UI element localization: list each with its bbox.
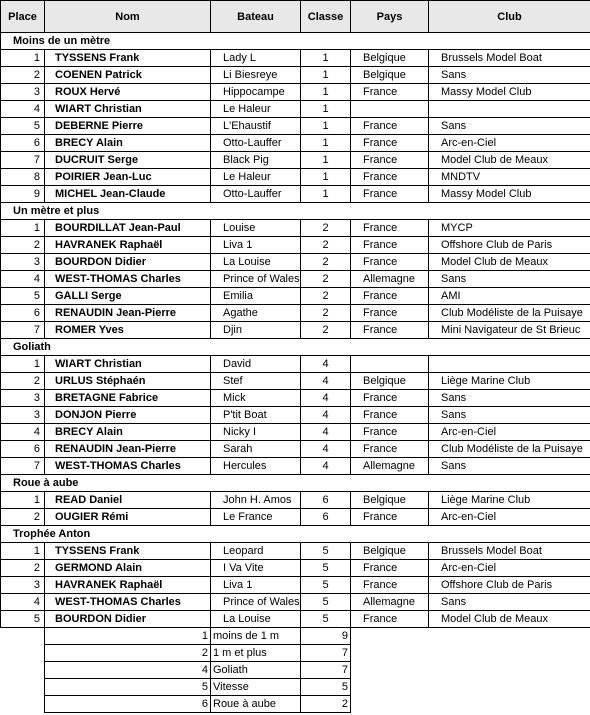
cell-place: 2	[1, 237, 45, 254]
cell-bateau: Le France	[211, 509, 301, 526]
cell-place: 4	[1, 424, 45, 441]
cell-pays	[351, 101, 429, 118]
cell-club: Sans	[429, 390, 590, 407]
cell-classe: 2	[301, 322, 351, 339]
summary-label: Roue à aube	[211, 696, 301, 713]
cell-pays: France	[351, 560, 429, 577]
cell-place: 2	[1, 373, 45, 390]
cell-club: Sans	[429, 407, 590, 424]
cell-place: 3	[1, 84, 45, 101]
category-row	[1, 526, 590, 543]
table-row	[1, 441, 590, 458]
cell-pays: France	[351, 169, 429, 186]
summary-body	[45, 628, 351, 713]
table-row	[1, 373, 590, 390]
cell-place: 1	[1, 50, 45, 67]
cell-club: Offshore Club de Paris	[429, 577, 590, 594]
summary-code: 6	[45, 696, 211, 713]
cell-place: 5	[1, 611, 45, 628]
cell-classe: 4	[301, 373, 351, 390]
cell-nom: URLUS Stéphaén	[45, 373, 211, 390]
cell-bateau: Louise	[211, 220, 301, 237]
cell-pays: France	[351, 390, 429, 407]
cell-place: 3	[1, 254, 45, 271]
cell-classe: 1	[301, 67, 351, 84]
cell-club: Sans	[429, 67, 590, 84]
cell-pays: France	[351, 220, 429, 237]
cell-bateau: I Va Vite	[211, 560, 301, 577]
table-row	[1, 169, 590, 186]
cell-place: 1	[1, 220, 45, 237]
cell-bateau: Sarah	[211, 441, 301, 458]
cell-bateau: Liva 1	[211, 577, 301, 594]
cell-club: Massy Model Club	[429, 186, 590, 203]
table-row	[1, 458, 590, 475]
summary-row	[45, 679, 351, 696]
summary-count: 7	[301, 662, 351, 679]
cell-club: AMI	[429, 288, 590, 305]
cell-club: Arc-en-Ciel	[429, 135, 590, 152]
cell-classe: 4	[301, 441, 351, 458]
cell-nom: ROMER Yves	[45, 322, 211, 339]
cell-place: 9	[1, 186, 45, 203]
cell-club: Massy Model Club	[429, 84, 590, 101]
category-title: Roue à aube	[1, 475, 590, 492]
cell-pays: France	[351, 509, 429, 526]
cell-classe: 4	[301, 458, 351, 475]
summary-code: 2	[45, 645, 211, 662]
cell-nom: WEST-THOMAS Charles	[45, 458, 211, 475]
cell-place: 5	[1, 288, 45, 305]
category-row	[1, 203, 590, 220]
summary-row	[45, 662, 351, 679]
cell-place: 3	[1, 390, 45, 407]
cell-nom: WIART Christian	[45, 356, 211, 373]
cell-club: Sans	[429, 458, 590, 475]
cell-club: Offshore Club de Paris	[429, 237, 590, 254]
cell-bateau: Otto-Lauffer	[211, 186, 301, 203]
cell-nom: DEBERNE Pierre	[45, 118, 211, 135]
cell-nom: BOURDILLAT Jean-Paul	[45, 220, 211, 237]
cell-bateau: Hercules	[211, 458, 301, 475]
table-row	[1, 84, 590, 101]
category-title: Goliath	[1, 339, 590, 356]
cell-nom: HAVRANEK Raphaël	[45, 577, 211, 594]
cell-classe: 2	[301, 254, 351, 271]
cell-nom: DONJON Pierre	[45, 407, 211, 424]
summary-count: 9	[301, 628, 351, 645]
table-row	[1, 305, 590, 322]
cell-pays: France	[351, 186, 429, 203]
cell-club: Sans	[429, 271, 590, 288]
cell-nom: GALLI Serge	[45, 288, 211, 305]
cell-nom: BOURDON Didier	[45, 254, 211, 271]
cell-classe: 5	[301, 543, 351, 560]
cell-nom: GERMOND Alain	[45, 560, 211, 577]
cell-place: 6	[1, 305, 45, 322]
cell-bateau: Black Pig	[211, 152, 301, 169]
cell-club: MNDTV	[429, 169, 590, 186]
cell-place: 8	[1, 169, 45, 186]
table-row	[1, 135, 590, 152]
cell-classe: 4	[301, 356, 351, 373]
cell-pays: France	[351, 118, 429, 135]
summary-label: 1 m et plus	[211, 645, 301, 662]
cell-classe: 1	[301, 101, 351, 118]
cell-pays: France	[351, 611, 429, 628]
cell-club: Club Modéliste de la Puisaye	[429, 305, 590, 322]
cell-bateau: Leopard	[211, 543, 301, 560]
cell-pays: France	[351, 424, 429, 441]
cell-nom: RENAUDIN Jean-Pierre	[45, 305, 211, 322]
cell-bateau: Liva 1	[211, 237, 301, 254]
cell-pays: Allemagne	[351, 594, 429, 611]
cell-club: Club Modéliste de la Puisaye	[429, 441, 590, 458]
cell-club: MYCP	[429, 220, 590, 237]
cell-pays: France	[351, 84, 429, 101]
category-row	[1, 339, 590, 356]
cell-pays: France	[351, 322, 429, 339]
cell-bateau: Prince of Wales	[211, 271, 301, 288]
cell-bateau: Djin	[211, 322, 301, 339]
summary-row	[45, 645, 351, 662]
header-classe: Classe	[301, 1, 351, 33]
cell-place: 2	[1, 67, 45, 84]
summary-label: Goliath	[211, 662, 301, 679]
table-row	[1, 424, 590, 441]
table-row	[1, 594, 590, 611]
summary-label: Vitesse	[211, 679, 301, 696]
cell-classe: 1	[301, 169, 351, 186]
table-row	[1, 407, 590, 424]
table-row	[1, 50, 590, 67]
cell-classe: 1	[301, 118, 351, 135]
cell-club: Arc-en-Ciel	[429, 560, 590, 577]
cell-classe: 2	[301, 288, 351, 305]
cell-bateau: Le Haleur	[211, 169, 301, 186]
summary-count: 7	[301, 645, 351, 662]
cell-classe: 5	[301, 594, 351, 611]
cell-club: Model Club de Meaux	[429, 152, 590, 169]
cell-bateau: P'tit Boat	[211, 407, 301, 424]
cell-place: 2	[1, 509, 45, 526]
cell-bateau: Hippocampe	[211, 84, 301, 101]
cell-pays: France	[351, 577, 429, 594]
summary-table	[44, 627, 351, 713]
cell-classe: 2	[301, 220, 351, 237]
cell-pays: Belgique	[351, 543, 429, 560]
cell-bateau: John H. Amos	[211, 492, 301, 509]
cell-pays: France	[351, 305, 429, 322]
cell-bateau: Li Biesreye	[211, 67, 301, 84]
summary-code: 4	[45, 662, 211, 679]
summary-row	[45, 696, 351, 713]
cell-nom: RENAUDIN Jean-Pierre	[45, 441, 211, 458]
cell-pays: France	[351, 254, 429, 271]
cell-bateau: Otto-Lauffer	[211, 135, 301, 152]
table-row	[1, 390, 590, 407]
results-body	[1, 33, 590, 628]
cell-nom: BRETAGNE Fabrice	[45, 390, 211, 407]
category-row	[1, 475, 590, 492]
cell-club	[429, 356, 590, 373]
cell-bateau: Prince of Wales	[211, 594, 301, 611]
cell-pays: Belgique	[351, 50, 429, 67]
table-row	[1, 322, 590, 339]
table-row	[1, 288, 590, 305]
cell-nom: TYSSENS Frank	[45, 50, 211, 67]
summary-code: 1	[45, 628, 211, 645]
cell-place: 7	[1, 152, 45, 169]
cell-place: 3	[1, 577, 45, 594]
header-nom: Nom	[45, 1, 211, 33]
cell-classe: 5	[301, 611, 351, 628]
cell-nom: BRECY Alain	[45, 424, 211, 441]
table-row	[1, 254, 590, 271]
table-row	[1, 509, 590, 526]
cell-club: Brussels Model Boat	[429, 543, 590, 560]
cell-club: Arc-en-Ciel	[429, 509, 590, 526]
cell-bateau: Emilia	[211, 288, 301, 305]
cell-bateau: Stef	[211, 373, 301, 390]
cell-nom: OUGIER Rémi	[45, 509, 211, 526]
cell-place: 1	[1, 492, 45, 509]
cell-classe: 1	[301, 50, 351, 67]
cell-bateau: La Louise	[211, 611, 301, 628]
cell-classe: 1	[301, 135, 351, 152]
cell-club: Sans	[429, 594, 590, 611]
cell-place: 5	[1, 118, 45, 135]
header-club: Club	[429, 1, 590, 33]
cell-pays	[351, 356, 429, 373]
category-title: Un mètre et plus	[1, 203, 590, 220]
cell-bateau: Nicky I	[211, 424, 301, 441]
cell-nom: COENEN Patrick	[45, 67, 211, 84]
cell-classe: 1	[301, 152, 351, 169]
cell-pays: France	[351, 441, 429, 458]
cell-pays: Allemagne	[351, 271, 429, 288]
category-row	[1, 33, 590, 50]
table-row	[1, 356, 590, 373]
cell-club: Mini Navigateur de St Brieuc	[429, 322, 590, 339]
cell-pays: France	[351, 135, 429, 152]
cell-pays: France	[351, 288, 429, 305]
table-row	[1, 577, 590, 594]
cell-place: 6	[1, 441, 45, 458]
cell-place: 4	[1, 594, 45, 611]
table-row	[1, 118, 590, 135]
table-row	[1, 67, 590, 84]
cell-nom: WEST-THOMAS Charles	[45, 594, 211, 611]
cell-club: Brussels Model Boat	[429, 50, 590, 67]
cell-place: 1	[1, 356, 45, 373]
cell-club: Arc-en-Ciel	[429, 424, 590, 441]
cell-bateau: L'Ehaustif	[211, 118, 301, 135]
cell-bateau: Agathe	[211, 305, 301, 322]
cell-place: 7	[1, 458, 45, 475]
cell-classe: 2	[301, 237, 351, 254]
cell-classe: 4	[301, 390, 351, 407]
header-row	[1, 1, 590, 33]
cell-bateau: Lady L	[211, 50, 301, 67]
cell-place: 1	[1, 543, 45, 560]
cell-pays: Belgique	[351, 67, 429, 84]
cell-place: 3	[1, 407, 45, 424]
cell-classe: 1	[301, 84, 351, 101]
cell-bateau: Le Haleur	[211, 101, 301, 118]
cell-nom: WIART Christian	[45, 101, 211, 118]
header-place: Place	[1, 1, 45, 33]
cell-place: 6	[1, 135, 45, 152]
cell-nom: MICHEL Jean-Claude	[45, 186, 211, 203]
cell-club: Model Club de Meaux	[429, 254, 590, 271]
table-row	[1, 237, 590, 254]
cell-club: Sans	[429, 118, 590, 135]
cell-pays: France	[351, 152, 429, 169]
table-row	[1, 101, 590, 118]
cell-classe: 4	[301, 407, 351, 424]
table-row	[1, 543, 590, 560]
cell-classe: 6	[301, 492, 351, 509]
table-row	[1, 271, 590, 288]
cell-classe: 6	[301, 509, 351, 526]
cell-pays: Allemagne	[351, 458, 429, 475]
cell-club: Model Club de Meaux	[429, 611, 590, 628]
cell-classe: 4	[301, 424, 351, 441]
cell-nom: TYSSENS Frank	[45, 543, 211, 560]
cell-pays: Belgique	[351, 373, 429, 390]
summary-count: 2	[301, 696, 351, 713]
cell-classe: 5	[301, 560, 351, 577]
cell-nom: DUCRUIT Serge	[45, 152, 211, 169]
summary-label: moins de 1 m	[211, 628, 301, 645]
cell-nom: READ Daniel	[45, 492, 211, 509]
header-bateau: Bateau	[211, 1, 301, 33]
cell-pays: France	[351, 237, 429, 254]
table-row	[1, 611, 590, 628]
cell-nom: ROUX Hervé	[45, 84, 211, 101]
table-row	[1, 220, 590, 237]
table-row	[1, 186, 590, 203]
cell-nom: BOURDON Didier	[45, 611, 211, 628]
cell-place: 4	[1, 101, 45, 118]
cell-classe: 2	[301, 271, 351, 288]
cell-bateau: Mick	[211, 390, 301, 407]
cell-club	[429, 101, 590, 118]
category-title: Trophée Anton	[1, 526, 590, 543]
summary-count: 5	[301, 679, 351, 696]
cell-club: Liège Marine Club	[429, 492, 590, 509]
table-row	[1, 492, 590, 509]
header-pays: Pays	[351, 1, 429, 33]
cell-bateau: David	[211, 356, 301, 373]
cell-nom: BRECY Alain	[45, 135, 211, 152]
cell-classe: 1	[301, 186, 351, 203]
cell-classe: 2	[301, 305, 351, 322]
cell-nom: HAVRANEK Raphaël	[45, 237, 211, 254]
table-row	[1, 560, 590, 577]
cell-pays: Belgique	[351, 492, 429, 509]
category-title: Moins de un mètre	[1, 33, 590, 50]
cell-place: 2	[1, 560, 45, 577]
table-row	[1, 152, 590, 169]
cell-nom: POIRIER Jean-Luc	[45, 169, 211, 186]
cell-place: 4	[1, 271, 45, 288]
cell-bateau: La Louise	[211, 254, 301, 271]
cell-classe: 5	[301, 577, 351, 594]
cell-club: Liège Marine Club	[429, 373, 590, 390]
cell-nom: WEST-THOMAS Charles	[45, 271, 211, 288]
summary-code: 5	[45, 679, 211, 696]
cell-pays: France	[351, 407, 429, 424]
summary-row	[45, 628, 351, 645]
cell-place: 7	[1, 322, 45, 339]
